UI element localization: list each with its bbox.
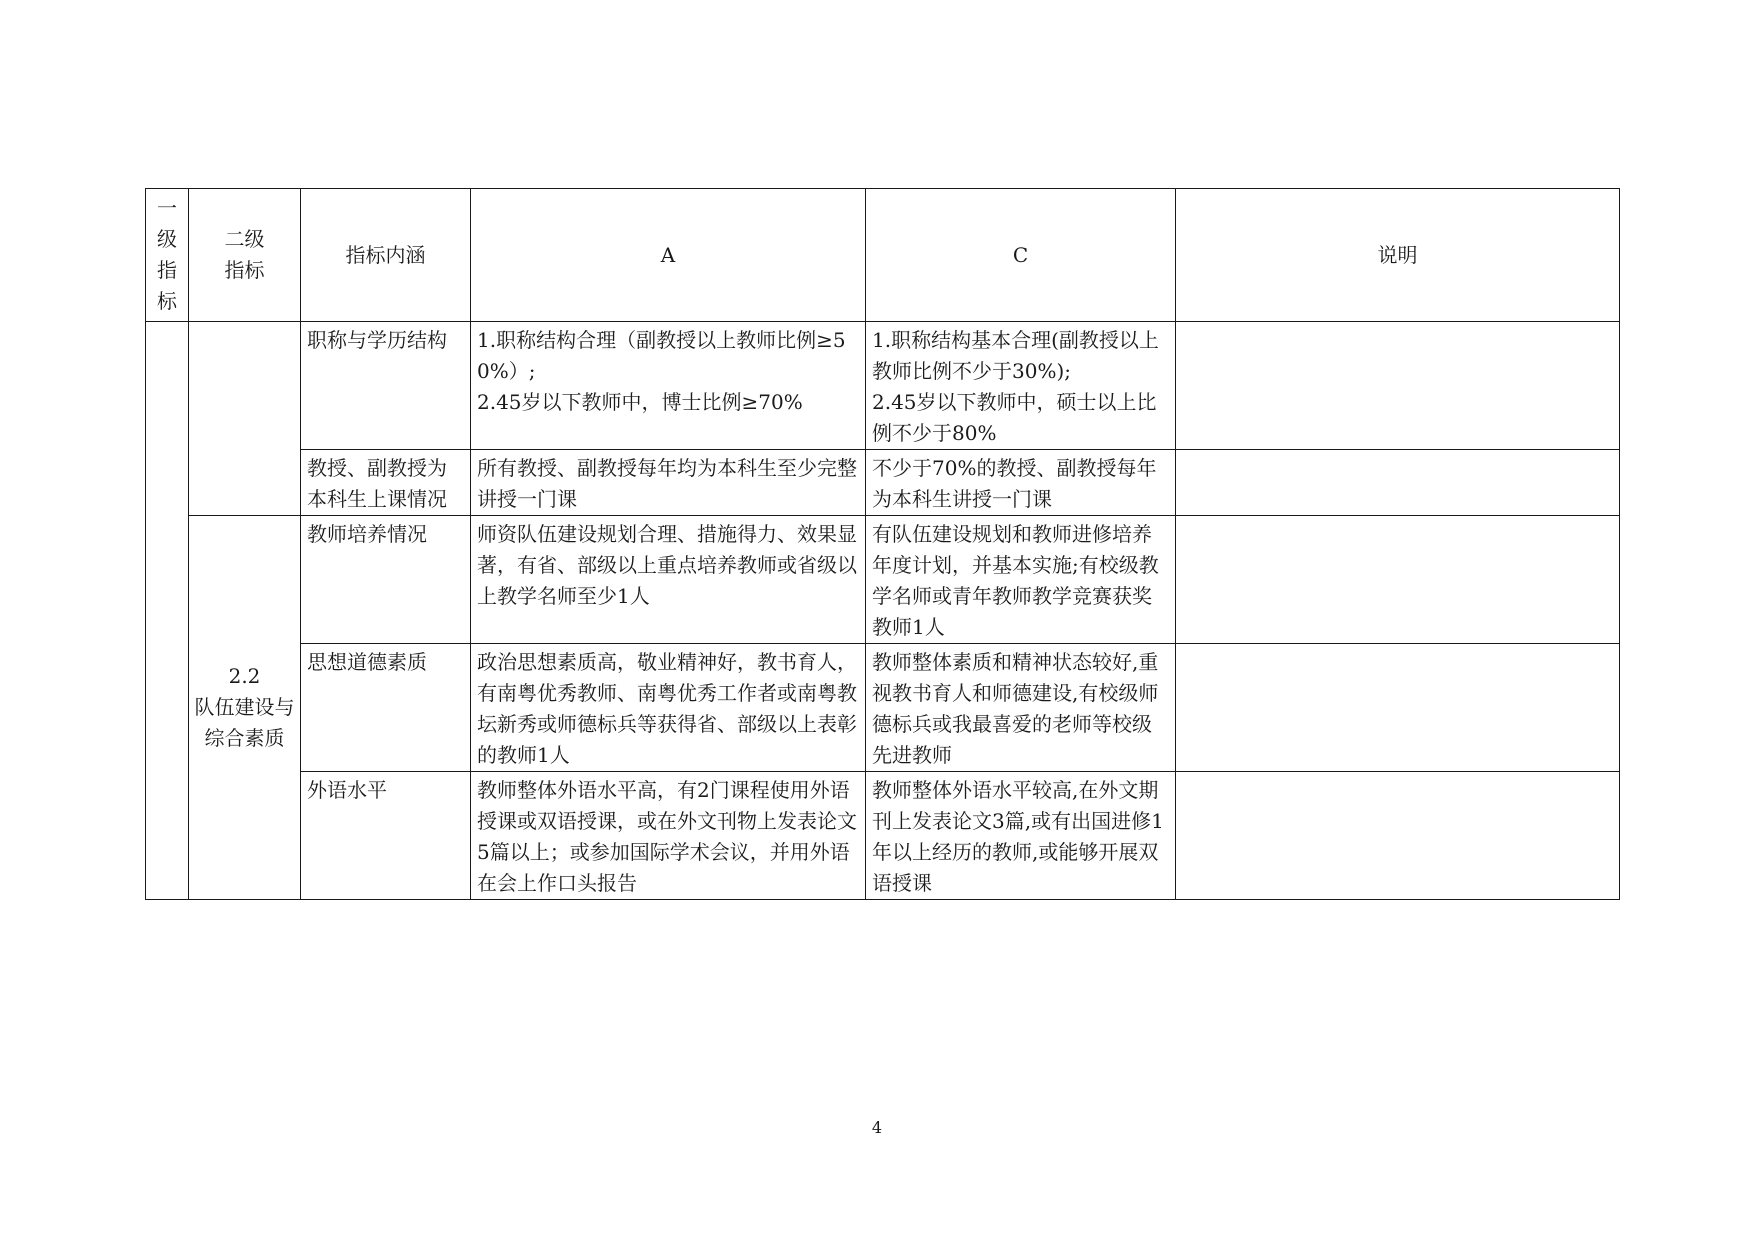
header-connotation: 指标内涵: [301, 189, 471, 322]
header-level1-char: 指: [157, 258, 177, 282]
level2-indicator-cell: 2.2 队伍建设与综合素质: [189, 516, 301, 900]
level1-indicator-cell: [146, 322, 189, 900]
connotation-cell: 教授、副教授为本科生上课情况: [301, 450, 471, 516]
header-grade-a: A: [471, 189, 866, 322]
grade-a-cell: 所有教授、副教授每年均为本科生至少完整讲授一门课: [471, 450, 866, 516]
grade-a-cell: 1.职称结构合理（副教授以上教师比例≥50%）; 2.45岁以下教师中，博士比例≥70%: [471, 322, 866, 450]
grade-a-cell: 师资队伍建设规划合理、措施得力、效果显著，有省、部级以上重点培养教师或省级以上教学名师至少1人: [471, 516, 866, 644]
connotation-cell: 思想道德素质: [301, 644, 471, 772]
header-level1-char: 一: [157, 196, 177, 220]
table-row: [146, 322, 1620, 450]
header-notes: 说明: [1176, 189, 1620, 322]
table-row: [146, 516, 1620, 644]
notes-cell: [1176, 516, 1620, 644]
table-row: [146, 644, 1620, 772]
grade-c-cell: 教师整体素质和精神状态较好,重视教书育人和师德建设,有校级师德标兵或我最喜爱的老师等校级先进教师: [866, 644, 1176, 772]
grade-a-cell: 教师整体外语水平高，有2门课程使用外语授课或双语授课，或在外文刊物上发表论文5篇以上；或参加国际学术会议，并用外语在会上作口头报告: [471, 772, 866, 900]
table-row: [146, 772, 1620, 900]
header-row: [146, 189, 1620, 322]
connotation-cell: 职称与学历结构: [301, 322, 471, 450]
header-level1-char: 级: [157, 227, 177, 251]
connotation-cell: 外语水平: [301, 772, 471, 900]
grade-c-cell: 有队伍建设规划和教师进修培养年度计划，并基本实施;有校级教学名师或青年教师教学竞赛获奖教师1人: [866, 516, 1176, 644]
header-level2-indicator: 二级 指标: [189, 189, 301, 322]
notes-cell: [1176, 772, 1620, 900]
table-row: [146, 450, 1620, 516]
notes-cell: [1176, 450, 1620, 516]
level2-indicator-cell: [189, 322, 301, 516]
header-level1-indicator: [146, 189, 189, 322]
header-level1-char: 标: [157, 289, 177, 313]
header-grade-c: C: [866, 189, 1176, 322]
connotation-cell: 教师培养情况: [301, 516, 471, 644]
evaluation-criteria-table: [145, 188, 1620, 900]
grade-c-cell: 教师整体外语水平较高,在外文期刊上发表论文3篇,或有出国进修1年以上经历的教师,或能够开展双语授课: [866, 772, 1176, 900]
notes-cell: [1176, 322, 1620, 450]
grade-c-cell: 1.职称结构基本合理(副教授以上教师比例不少于30%); 2.45岁以下教师中，硕士以上比例不少于80%: [866, 322, 1176, 450]
grade-a-cell: 政治思想素质高，敬业精神好，教书育人，有南粤优秀教师、南粤优秀工作者或南粤教坛新秀或师德标兵等获得省、部级以上表彰的教师1人: [471, 644, 866, 772]
notes-cell: [1176, 644, 1620, 772]
page-number: 4: [871, 1118, 883, 1137]
grade-c-cell: 不少于70%的教授、副教授每年为本科生讲授一门课: [866, 450, 1176, 516]
